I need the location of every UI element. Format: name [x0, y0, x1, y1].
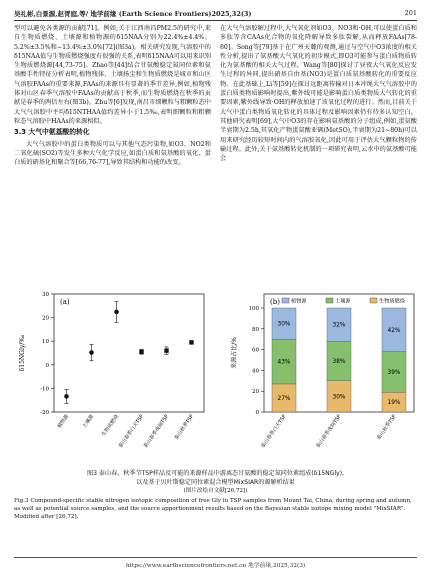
y-tick-label: 40 — [252, 368, 259, 375]
panel-b — [230, 294, 414, 449]
x-tick-label: 泰山春季夜间TSP — [315, 413, 343, 450]
legend-swatch — [326, 298, 333, 303]
y-tick-label: 30 — [42, 292, 49, 298]
caption-cn-line1: 图3 泰山春、秋季节TSP样品及可能的来源样品中游离态甘氨酸的稳定氮同位素组成(δ15NGly), — [86, 470, 345, 477]
section-paragraph: 大气气溶胶中的蛋白类物质可以与其他气态污染物,如O3、NO2和二氧化硫(SO2)等发生多种大气化学反应,如蛋白质和氨基酸的氧化、蛋白质的硝基化和聚合等[66,76-77],导致其结构和功能的改变。 — [14, 140, 211, 167]
panel-a-frame — [54, 294, 204, 412]
legend-label: 植物源 — [291, 298, 307, 305]
panel-a-categories — [56, 412, 195, 449]
data-label: 19% — [387, 400, 401, 407]
y-tick-label: -20 — [40, 410, 49, 416]
data-label: 30% — [277, 321, 291, 328]
legend-label: 生物质燃烧 — [379, 298, 405, 305]
panel-b-legend — [282, 297, 405, 305]
data-point — [139, 350, 143, 354]
running-header — [14, 6, 417, 21]
y-tick-label: 60 — [252, 347, 259, 354]
data-label: 39% — [387, 369, 401, 376]
footer-text: https://www.earthsciencefrontiers.net.cn 地学前缘,2025,32(3) — [125, 563, 306, 569]
figure-svg — [14, 286, 417, 468]
y-tick-label: 0 — [45, 362, 49, 369]
panel-a-ticks — [40, 292, 54, 416]
data-label: 27% — [277, 395, 291, 402]
panel-a-label: (a) — [60, 298, 70, 306]
data-point — [189, 340, 193, 344]
y-tick-label: 0 — [255, 410, 259, 416]
x-tick-label: 土壤源 — [81, 413, 96, 430]
page-number: 201 — [404, 9, 417, 17]
data-label: 32% — [332, 322, 346, 329]
panel-a-marks — [64, 302, 194, 404]
figure-caption — [14, 470, 417, 521]
left-column — [14, 24, 211, 282]
data-point — [64, 394, 69, 399]
y-tick-label: 80 — [252, 326, 259, 333]
legend-label: 土壤源 — [335, 298, 351, 305]
panel-a — [19, 292, 204, 449]
x-tick-label: 泰山春季白天TSP — [117, 413, 146, 450]
y-tick-label: 10 — [42, 339, 49, 346]
page-footer — [14, 557, 417, 569]
panel-a-ylabel: δ15NGly/‰ — [19, 334, 26, 372]
x-tick-label: 泰山春季白天TSP — [260, 413, 288, 450]
y-tick-label: 20 — [42, 315, 49, 322]
caption-credit: (图片改绘自文献[26,72]) — [183, 488, 248, 495]
data-label: 38% — [332, 359, 346, 366]
panel-b-ticks — [249, 306, 265, 416]
panel-b-label: (b) — [270, 298, 280, 306]
data-label: 42% — [387, 327, 401, 334]
figure-3 — [14, 286, 417, 468]
body-columns — [14, 24, 417, 282]
data-label: 30% — [332, 394, 346, 401]
y-tick-label: 20 — [252, 389, 259, 396]
data-label: 43% — [277, 359, 291, 366]
right-paragraph: 在大气气溶胶解过程中,大气氧化剂如O3、NO3和·OH,可以使蛋白质和多肽等含CAAs化合物的氧化降解导致多肽裂解,从而释放FAAs[78-80]。Song等[79]基于在广州天麓的观测,通过与空气中O3浓度的相关性分析,提出了氨基酸大气氧化的初步模式,即O3可能参与蛋白质物质转化为氨基酸的相关大气过程。Wang等[80]探讨了昼夜大气氧化反应发生过程的异同,提出硝基自由基(NO3)是蛋白质氨基酸转化的重要反应物。在此基础上,Li等[59]在探讨远距离传输对日本冲绳大气气溶胶中的蛋白质类物质影响时提出,紫外线可能是影响蛋白质类物质大气转化的重要因素,紫外线导致·OH的释放加速了该氧化过程的进行。然而,目前关于大气中蛋白类物质氧化转化的具体过程及影响因素仍有待多认知空白。其他研究表明[69],大气中O3的存在影响氨基酸的分子组成,例如,蛋氨酸半衰期为2.5h,其氧化产物蛋氨酸亚砜(MetSO),半衰期为21~80h)可以用来研究经历较短时间内的气溶胶氧化,因此可用于评估大气颗粒物的传输过程。此外,关于氨基酸转化机制的一项研究表明,云水中的氨基酸可能会 — [220, 25, 417, 163]
x-tick-label: 植物源 — [56, 413, 71, 430]
section-heading: 3.3 大气中氨基酸的转化 — [14, 128, 90, 137]
caption-cn-line2: 以及基于贝叶斯稳定同位素混合模型MixSIAR的源解析结果 — [136, 478, 295, 486]
left-paragraph: 型可以避免各类源的贡献[71]。例如,关于江西南昌PM2.5的研究中,来自生物质燃烧、土壤源和植物源的δ15NAA分别为22.4%±4.4%、5.2%±3.5%和−13.4%±3.0%[72](图3a)。相关研究发现,气溶胶中的δ15NAA值与生物质燃烧强度有很强的关系,表明δ15NAA可以用来识别生物质燃烧源[44,73-75]。Zhao等[44]结合甘氨酸稳定氮同位素和氨基酸手性特征分析表明,植物残体、土壤扬尘和生物质燃烧是城市和山区气溶胶FAAs的重要来源,FAAs的来源具有显著的季节差异,例如,植物残体对山区春季气溶胶中FAAs的贡献高于秋季,而生物质燃烧在秋季的贡献是春季的两倍左右(图3b)。Zhu等[6]发现,南昌市细颗粒与粗颗粒态中大气气溶胶中平均δ15NTHAA值约差异小于1.5‰,表明细颗粒和粗颗粒态气溶胶中HAAs的来源相似。 — [14, 25, 211, 125]
data-point — [164, 348, 168, 352]
panel-b-ylabel: 来源占比/% — [231, 337, 238, 369]
x-tick-label: 生物质燃烧 — [100, 413, 121, 438]
y-tick-label: -10 — [40, 386, 49, 393]
x-tick-label: 泰山春季夜间TSP — [142, 413, 171, 450]
panel-b-categories — [259, 413, 397, 449]
x-tick-label: 泰山秋季TSP — [375, 413, 398, 442]
caption-en: Fig.3 Compound-specific stable nitrogen isotopic composition of free Gly in TSP samples from Mount Tai, China, during spring and autumn, as well as potential source samples, and the source apportionment results based on the Bayesian stable isotope mixing model "MixSIAR". Modified after [26,72]. — [14, 497, 412, 520]
panel-b-bars — [272, 308, 406, 412]
legend-swatch — [370, 298, 377, 303]
y-tick-label: 100 — [248, 306, 259, 312]
right-column — [220, 24, 417, 282]
data-point — [89, 350, 94, 355]
x-tick-label: 泰山秋季TSP — [173, 413, 196, 442]
legend-swatch — [282, 298, 289, 303]
header-authors: 吴礼彬,白景源,赵胥庭,等/ 地学前缘 (Earth Science Frontiers)2025,32(3) — [14, 9, 252, 18]
data-point — [114, 310, 119, 315]
